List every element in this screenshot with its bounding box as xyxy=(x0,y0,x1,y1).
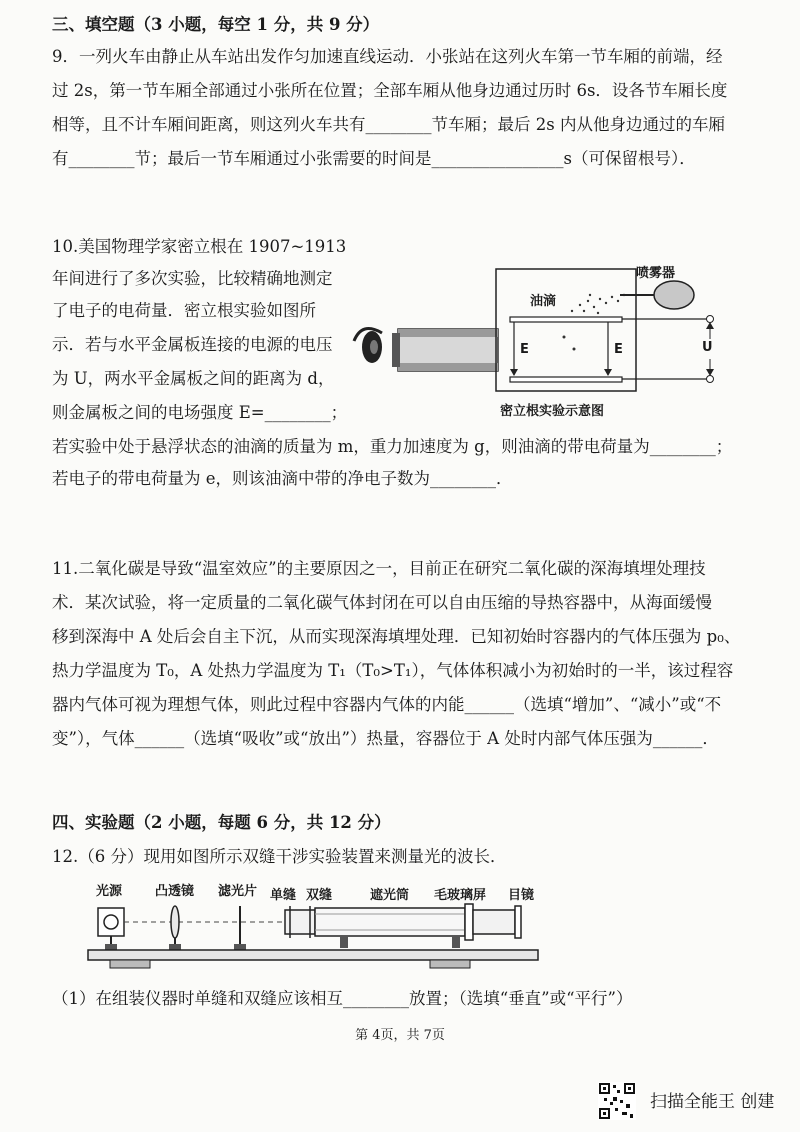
q10-line-8: 若电子的带电荷量为 e，则该油滴中带的净电子数为________． xyxy=(52,469,513,488)
sprayer-label: 喷雾器 xyxy=(636,266,676,281)
filter-icon xyxy=(234,906,246,950)
q9-line-1: 9．一列火车由静止从车站出发作匀加速直线运动．小张站在这列火车第一节车厢的前端，经 xyxy=(52,47,723,66)
q10-line-7: 若实验中处于悬浮状态的油滴的质量为 m，重力加速度为 g，则油滴的带电荷量为________； xyxy=(52,437,733,456)
qr-code-icon xyxy=(598,1082,636,1120)
double-slit-apparatus xyxy=(80,900,560,980)
double-slit-label: 双缝 xyxy=(306,888,333,903)
q10-line-6: 则金属板之间的电场强度 E=________； xyxy=(52,403,348,422)
single-slit-label: 单缝 xyxy=(270,888,297,903)
section-4-heading: 四、实验题（2 小题，每题 6 分，共 12 分） xyxy=(52,813,391,832)
q11-line-5: 器内气体可视为理想气体，则此过程中容器内气体的内能______（选填“增加”、“减小”或“不 xyxy=(52,695,722,714)
page-number: 第 4页，共 7页 xyxy=(355,1028,445,1043)
voltage-label: U xyxy=(702,340,713,355)
bottom-plate xyxy=(510,377,622,382)
tube-label: 遮光筒 xyxy=(370,888,410,903)
light-shield-tube xyxy=(285,904,521,948)
convex-lens-label: 凸透镜 xyxy=(155,884,195,899)
q12-intro: 12.（6 分）现用如图所示双缝干涉实验装置来测量光的波长． xyxy=(52,847,507,866)
microscope-tube xyxy=(392,329,498,371)
top-plate xyxy=(510,317,622,322)
watermark-text: 扫描全能王 创建 xyxy=(650,1092,775,1112)
q10-line-5: 为 U，两水平金属板之间的距离为 d， xyxy=(52,369,335,388)
q10-line-3: 了电子的电荷量．密立根实验如图所 xyxy=(52,301,316,320)
q11-line-2: 术．某次试验，将一定质量的二氧化碳气体封闭在可以自由压缩的导热容器中，从海面缓慢 xyxy=(52,593,712,612)
q12-sub1: （1）在组装仪器时单缝和双缝应该相互________放置；（选填“垂直”或“平行”） xyxy=(52,989,633,1008)
eye-icon xyxy=(354,329,382,364)
section-3-heading: 三、填空题（3 小题，每空 1 分，共 9 分） xyxy=(52,15,380,34)
q11-line-6: 变”），气体______（选填“吸收”或“放出”）热量，容器位于 A 处时内部气体压强为______． xyxy=(52,729,719,748)
chamber-box xyxy=(496,269,636,391)
optical-bench xyxy=(88,950,538,968)
convex-lens-icon xyxy=(169,906,181,950)
q9-line-2: 过 2s，第一节车厢全部通过小张所在位置；全部车厢从他身边通过历时 6s．设各节车厢长度 xyxy=(52,81,728,100)
millikan-caption: 密立根实验示意图 xyxy=(500,404,605,419)
light-source-label: 光源 xyxy=(96,884,123,899)
screen-label: 毛玻璃屏 xyxy=(434,888,487,903)
q9-line-4: 有________节；最后一节车厢通过小张需要的时间是________________s（可保留根号）． xyxy=(52,149,696,168)
oil-label: 油滴 xyxy=(530,294,557,309)
q10-line-1: 10.美国物理学家密立根在 1907~1913 xyxy=(52,237,347,256)
field-label-right: E xyxy=(614,342,623,357)
q9-line-3: 相等，且不计车厢间距离，则这列火车共有________节车厢；最后 2s 内从他身边通过的车厢 xyxy=(52,115,725,134)
field-label-left: E xyxy=(520,342,529,357)
q10-line-2: 年间进行了多次实验，比较精确地测定 xyxy=(52,269,333,288)
eyepiece-label: 目镜 xyxy=(508,888,535,903)
filter-label: 滤光片 xyxy=(218,884,258,899)
q11-line-3: 移到深海中 A 处后会自主下沉，从而实现深海填埋处理．已知初始时容器内的气体压强为 p₀、 xyxy=(52,627,741,646)
sprayer-icon xyxy=(620,281,694,309)
light-source-icon xyxy=(98,908,124,950)
q10-line-4: 示．若与水平金属板连接的电源的电压 xyxy=(52,335,333,354)
q11-line-4: 热力学温度为 T₀，A 处热力学温度为 T₁（T₀>T₁），气体体积减小为初始时的一半，该过程容 xyxy=(52,661,734,680)
q11-line-1: 11.二氧化碳是导致“温室效应”的主要原因之一，目前正在研究二氧化碳的深海填埋处理技 xyxy=(52,559,706,578)
